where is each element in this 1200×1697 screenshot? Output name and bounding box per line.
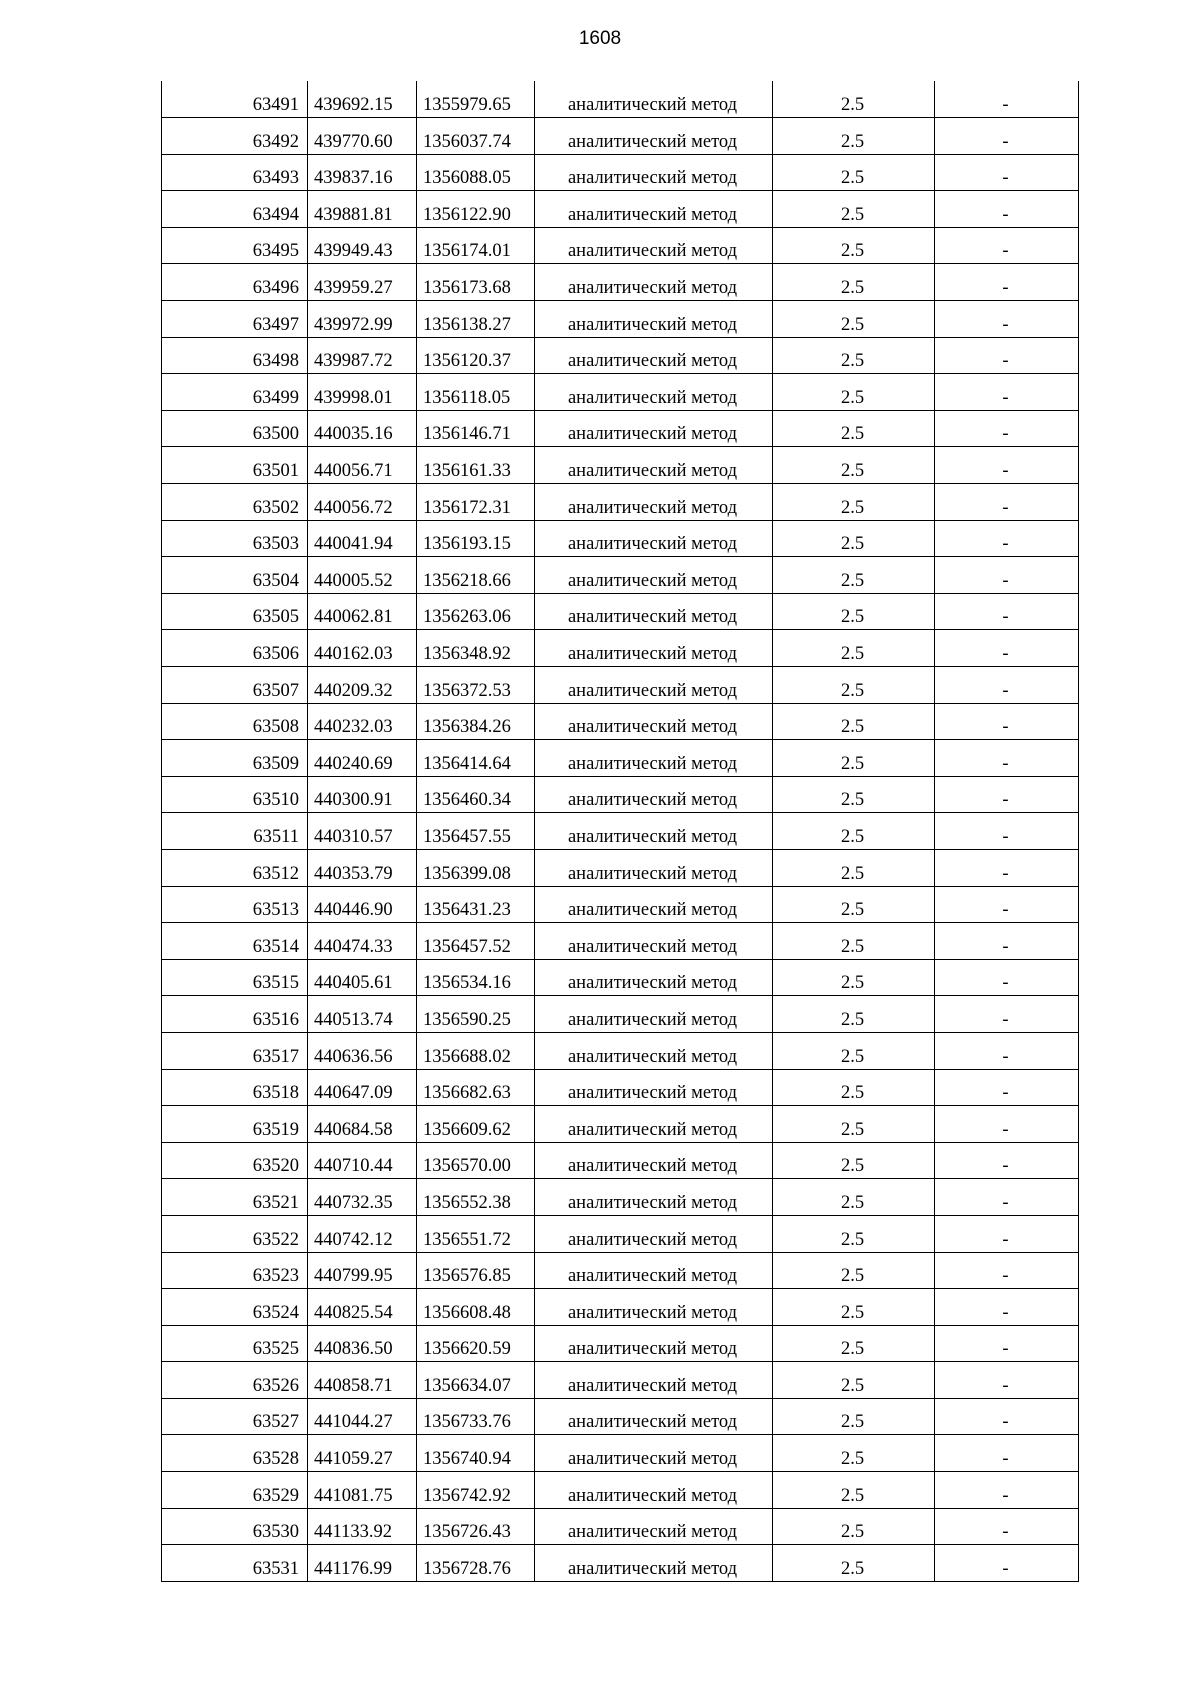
y-coordinate-cell: 1356348.92 — [417, 630, 535, 667]
note-cell: - — [935, 410, 1079, 447]
point-number-cell: 63526 — [162, 1362, 308, 1399]
x-coordinate-cell: 439998.01 — [308, 374, 417, 411]
point-number-cell: 63523 — [162, 1252, 308, 1289]
table-row — [162, 374, 1079, 411]
x-coordinate-cell: 440310.57 — [308, 813, 417, 850]
method-cell: аналитический метод — [535, 1472, 773, 1509]
note-cell: - — [935, 740, 1079, 777]
table-row — [162, 1289, 1079, 1326]
accuracy-cell: 2.5 — [773, 1325, 935, 1362]
note-cell: - — [935, 1435, 1079, 1472]
accuracy-cell: 2.5 — [773, 1142, 935, 1179]
y-coordinate-cell: 1356576.85 — [417, 1252, 535, 1289]
point-number-cell: 63495 — [162, 227, 308, 264]
x-coordinate-cell: 440405.61 — [308, 959, 417, 996]
y-coordinate-cell: 1356457.52 — [417, 923, 535, 960]
method-cell: аналитический метод — [535, 154, 773, 191]
table-row — [162, 1508, 1079, 1545]
x-coordinate-cell: 440858.71 — [308, 1362, 417, 1399]
x-coordinate-cell: 440799.95 — [308, 1252, 417, 1289]
point-number-cell: 63507 — [162, 667, 308, 704]
y-coordinate-cell: 1356733.76 — [417, 1398, 535, 1435]
y-coordinate-cell: 1356682.63 — [417, 1069, 535, 1106]
method-cell: аналитический метод — [535, 301, 773, 338]
note-cell: - — [935, 447, 1079, 484]
point-number-cell: 63511 — [162, 813, 308, 850]
accuracy-cell: 2.5 — [773, 1069, 935, 1106]
note-cell: - — [935, 301, 1079, 338]
x-coordinate-cell: 440062.81 — [308, 593, 417, 630]
coordinates-table — [161, 81, 1079, 1582]
method-cell: аналитический метод — [535, 776, 773, 813]
note-cell: - — [935, 374, 1079, 411]
x-coordinate-cell: 441044.27 — [308, 1398, 417, 1435]
point-number-cell: 63505 — [162, 593, 308, 630]
point-number-cell: 63512 — [162, 849, 308, 886]
note-cell: - — [935, 1289, 1079, 1326]
note-cell: - — [935, 154, 1079, 191]
point-number-cell: 63502 — [162, 484, 308, 521]
x-coordinate-cell: 440742.12 — [308, 1215, 417, 1252]
point-number-cell: 63509 — [162, 740, 308, 777]
accuracy-cell: 2.5 — [773, 1545, 935, 1582]
point-number-cell: 63522 — [162, 1215, 308, 1252]
method-cell: аналитический метод — [535, 227, 773, 264]
x-coordinate-cell: 439972.99 — [308, 301, 417, 338]
table-row — [162, 1545, 1079, 1582]
accuracy-cell: 2.5 — [773, 630, 935, 667]
x-coordinate-cell: 440300.91 — [308, 776, 417, 813]
accuracy-cell: 2.5 — [773, 1435, 935, 1472]
accuracy-cell: 2.5 — [773, 1215, 935, 1252]
table-row — [162, 849, 1079, 886]
y-coordinate-cell: 1355979.65 — [417, 81, 535, 118]
method-cell: аналитический метод — [535, 520, 773, 557]
y-coordinate-cell: 1356609.62 — [417, 1106, 535, 1143]
point-number-cell: 63521 — [162, 1179, 308, 1216]
accuracy-cell: 2.5 — [773, 447, 935, 484]
x-coordinate-cell: 440684.58 — [308, 1106, 417, 1143]
table-row — [162, 1179, 1079, 1216]
table-row — [162, 81, 1079, 118]
y-coordinate-cell: 1356460.34 — [417, 776, 535, 813]
y-coordinate-cell: 1356608.48 — [417, 1289, 535, 1326]
point-number-cell: 63493 — [162, 154, 308, 191]
x-coordinate-cell: 440636.56 — [308, 1032, 417, 1069]
y-coordinate-cell: 1356552.38 — [417, 1179, 535, 1216]
table-row — [162, 1435, 1079, 1472]
note-cell: - — [935, 264, 1079, 301]
y-coordinate-cell: 1356384.26 — [417, 703, 535, 740]
y-coordinate-cell: 1356634.07 — [417, 1362, 535, 1399]
note-cell: - — [935, 849, 1079, 886]
x-coordinate-cell: 441133.92 — [308, 1508, 417, 1545]
table-row — [162, 1106, 1079, 1143]
y-coordinate-cell: 1356534.16 — [417, 959, 535, 996]
y-coordinate-cell: 1356173.68 — [417, 264, 535, 301]
note-cell: - — [935, 813, 1079, 850]
table-row — [162, 740, 1079, 777]
x-coordinate-cell: 440732.35 — [308, 1179, 417, 1216]
table-row — [162, 557, 1079, 594]
method-cell: аналитический метод — [535, 667, 773, 704]
method-cell: аналитический метод — [535, 996, 773, 1033]
table-row — [162, 923, 1079, 960]
point-number-cell: 63527 — [162, 1398, 308, 1435]
point-number-cell: 63494 — [162, 191, 308, 228]
accuracy-cell: 2.5 — [773, 740, 935, 777]
y-coordinate-cell: 1356740.94 — [417, 1435, 535, 1472]
method-cell: аналитический метод — [535, 410, 773, 447]
y-coordinate-cell: 1356590.25 — [417, 996, 535, 1033]
point-number-cell: 63518 — [162, 1069, 308, 1106]
x-coordinate-cell: 439959.27 — [308, 264, 417, 301]
accuracy-cell: 2.5 — [773, 996, 935, 1033]
point-number-cell: 63515 — [162, 959, 308, 996]
accuracy-cell: 2.5 — [773, 923, 935, 960]
table-row — [162, 447, 1079, 484]
note-cell: - — [935, 959, 1079, 996]
y-coordinate-cell: 1356161.33 — [417, 447, 535, 484]
table-row — [162, 1069, 1079, 1106]
table-row — [162, 264, 1079, 301]
y-coordinate-cell: 1356726.43 — [417, 1508, 535, 1545]
accuracy-cell: 2.5 — [773, 337, 935, 374]
point-number-cell: 63496 — [162, 264, 308, 301]
point-number-cell: 63525 — [162, 1325, 308, 1362]
method-cell: аналитический метод — [535, 1032, 773, 1069]
x-coordinate-cell: 440513.74 — [308, 996, 417, 1033]
accuracy-cell: 2.5 — [773, 849, 935, 886]
y-coordinate-cell: 1356174.01 — [417, 227, 535, 264]
note-cell: - — [935, 1106, 1079, 1143]
table-row — [162, 703, 1079, 740]
note-cell: - — [935, 1362, 1079, 1399]
accuracy-cell: 2.5 — [773, 593, 935, 630]
x-coordinate-cell: 440035.16 — [308, 410, 417, 447]
point-number-cell: 63501 — [162, 447, 308, 484]
point-number-cell: 63508 — [162, 703, 308, 740]
table-row — [162, 996, 1079, 1033]
method-cell: аналитический метод — [535, 703, 773, 740]
accuracy-cell: 2.5 — [773, 374, 935, 411]
y-coordinate-cell: 1356620.59 — [417, 1325, 535, 1362]
table-row — [162, 667, 1079, 704]
accuracy-cell: 2.5 — [773, 1508, 935, 1545]
method-cell: аналитический метод — [535, 557, 773, 594]
point-number-cell: 63498 — [162, 337, 308, 374]
point-number-cell: 63530 — [162, 1508, 308, 1545]
y-coordinate-cell: 1356138.27 — [417, 301, 535, 338]
note-cell: - — [935, 484, 1079, 521]
x-coordinate-cell: 440041.94 — [308, 520, 417, 557]
y-coordinate-cell: 1356120.37 — [417, 337, 535, 374]
note-cell: - — [935, 118, 1079, 155]
accuracy-cell: 2.5 — [773, 1106, 935, 1143]
point-number-cell: 63529 — [162, 1472, 308, 1509]
x-coordinate-cell: 440446.90 — [308, 886, 417, 923]
point-number-cell: 63516 — [162, 996, 308, 1033]
note-cell: - — [935, 81, 1079, 118]
table-row — [162, 886, 1079, 923]
y-coordinate-cell: 1356118.05 — [417, 374, 535, 411]
method-cell: аналитический метод — [535, 959, 773, 996]
x-coordinate-cell: 440232.03 — [308, 703, 417, 740]
accuracy-cell: 2.5 — [773, 1289, 935, 1326]
coordinates-table-body — [162, 81, 1079, 1581]
x-coordinate-cell: 440353.79 — [308, 849, 417, 886]
note-cell: - — [935, 337, 1079, 374]
table-row — [162, 301, 1079, 338]
y-coordinate-cell: 1356088.05 — [417, 154, 535, 191]
method-cell: аналитический метод — [535, 1362, 773, 1399]
x-coordinate-cell: 440209.32 — [308, 667, 417, 704]
accuracy-cell: 2.5 — [773, 557, 935, 594]
x-coordinate-cell: 441176.99 — [308, 1545, 417, 1582]
point-number-cell: 63528 — [162, 1435, 308, 1472]
x-coordinate-cell: 439837.16 — [308, 154, 417, 191]
method-cell: аналитический метод — [535, 1325, 773, 1362]
accuracy-cell: 2.5 — [773, 301, 935, 338]
note-cell: - — [935, 1545, 1079, 1582]
method-cell: аналитический метод — [535, 740, 773, 777]
method-cell: аналитический метод — [535, 886, 773, 923]
method-cell: аналитический метод — [535, 593, 773, 630]
accuracy-cell: 2.5 — [773, 886, 935, 923]
accuracy-cell: 2.5 — [773, 1472, 935, 1509]
y-coordinate-cell: 1356431.23 — [417, 886, 535, 923]
x-coordinate-cell: 439881.81 — [308, 191, 417, 228]
x-coordinate-cell: 440162.03 — [308, 630, 417, 667]
table-row — [162, 1032, 1079, 1069]
method-cell: аналитический метод — [535, 484, 773, 521]
table-row — [162, 410, 1079, 447]
y-coordinate-cell: 1356372.53 — [417, 667, 535, 704]
y-coordinate-cell: 1356146.71 — [417, 410, 535, 447]
method-cell: аналитический метод — [535, 1398, 773, 1435]
method-cell: аналитический метод — [535, 81, 773, 118]
y-coordinate-cell: 1356457.55 — [417, 813, 535, 850]
table-row — [162, 520, 1079, 557]
table-row — [162, 337, 1079, 374]
accuracy-cell: 2.5 — [773, 667, 935, 704]
x-coordinate-cell: 440836.50 — [308, 1325, 417, 1362]
method-cell: аналитический метод — [535, 1545, 773, 1582]
note-cell: - — [935, 520, 1079, 557]
y-coordinate-cell: 1356193.15 — [417, 520, 535, 557]
x-coordinate-cell: 440240.69 — [308, 740, 417, 777]
method-cell: аналитический метод — [535, 191, 773, 228]
y-coordinate-cell: 1356218.66 — [417, 557, 535, 594]
accuracy-cell: 2.5 — [773, 81, 935, 118]
point-number-cell: 63513 — [162, 886, 308, 923]
method-cell: аналитический метод — [535, 1069, 773, 1106]
accuracy-cell: 2.5 — [773, 1032, 935, 1069]
accuracy-cell: 2.5 — [773, 1179, 935, 1216]
x-coordinate-cell: 440056.72 — [308, 484, 417, 521]
note-cell: - — [935, 1142, 1079, 1179]
method-cell: аналитический метод — [535, 337, 773, 374]
point-number-cell: 63524 — [162, 1289, 308, 1326]
table-row — [162, 118, 1079, 155]
note-cell: - — [935, 1325, 1079, 1362]
y-coordinate-cell: 1356570.00 — [417, 1142, 535, 1179]
accuracy-cell: 2.5 — [773, 703, 935, 740]
table-row — [162, 1142, 1079, 1179]
y-coordinate-cell: 1356728.76 — [417, 1545, 535, 1582]
x-coordinate-cell: 440647.09 — [308, 1069, 417, 1106]
method-cell: аналитический метод — [535, 1106, 773, 1143]
point-number-cell: 63514 — [162, 923, 308, 960]
accuracy-cell: 2.5 — [773, 410, 935, 447]
accuracy-cell: 2.5 — [773, 227, 935, 264]
accuracy-cell: 2.5 — [773, 1398, 935, 1435]
method-cell: аналитический метод — [535, 1508, 773, 1545]
table-row — [162, 191, 1079, 228]
method-cell: аналитический метод — [535, 374, 773, 411]
x-coordinate-cell: 440005.52 — [308, 557, 417, 594]
method-cell: аналитический метод — [535, 849, 773, 886]
note-cell: - — [935, 667, 1079, 704]
page-number: 1608 — [578, 28, 622, 49]
y-coordinate-cell: 1356263.06 — [417, 593, 535, 630]
method-cell: аналитический метод — [535, 1179, 773, 1216]
x-coordinate-cell: 440474.33 — [308, 923, 417, 960]
x-coordinate-cell: 440825.54 — [308, 1289, 417, 1326]
accuracy-cell: 2.5 — [773, 776, 935, 813]
method-cell: аналитический метод — [535, 813, 773, 850]
point-number-cell: 63497 — [162, 301, 308, 338]
y-coordinate-cell: 1356742.92 — [417, 1472, 535, 1509]
table-row — [162, 1325, 1079, 1362]
method-cell: аналитический метод — [535, 1289, 773, 1326]
note-cell: - — [935, 1252, 1079, 1289]
point-number-cell: 63491 — [162, 81, 308, 118]
note-cell: - — [935, 703, 1079, 740]
table-row — [162, 1362, 1079, 1399]
table-row — [162, 154, 1079, 191]
note-cell: - — [935, 630, 1079, 667]
point-number-cell: 63531 — [162, 1545, 308, 1582]
point-number-cell: 63503 — [162, 520, 308, 557]
y-coordinate-cell: 1356414.64 — [417, 740, 535, 777]
method-cell: аналитический метод — [535, 118, 773, 155]
note-cell: - — [935, 776, 1079, 813]
method-cell: аналитический метод — [535, 1142, 773, 1179]
method-cell: аналитический метод — [535, 1252, 773, 1289]
y-coordinate-cell: 1356551.72 — [417, 1215, 535, 1252]
note-cell: - — [935, 1032, 1079, 1069]
accuracy-cell: 2.5 — [773, 154, 935, 191]
x-coordinate-cell: 440710.44 — [308, 1142, 417, 1179]
accuracy-cell: 2.5 — [773, 813, 935, 850]
method-cell: аналитический метод — [535, 447, 773, 484]
accuracy-cell: 2.5 — [773, 484, 935, 521]
method-cell: аналитический метод — [535, 630, 773, 667]
x-coordinate-cell: 440056.71 — [308, 447, 417, 484]
method-cell: аналитический метод — [535, 264, 773, 301]
table-row — [162, 593, 1079, 630]
x-coordinate-cell: 439949.43 — [308, 227, 417, 264]
point-number-cell: 63520 — [162, 1142, 308, 1179]
method-cell: аналитический метод — [535, 1215, 773, 1252]
table-row — [162, 813, 1079, 850]
point-number-cell: 63492 — [162, 118, 308, 155]
note-cell: - — [935, 191, 1079, 228]
point-number-cell: 63517 — [162, 1032, 308, 1069]
y-coordinate-cell: 1356688.02 — [417, 1032, 535, 1069]
note-cell: - — [935, 1472, 1079, 1509]
method-cell: аналитический метод — [535, 923, 773, 960]
accuracy-cell: 2.5 — [773, 191, 935, 228]
y-coordinate-cell: 1356037.74 — [417, 118, 535, 155]
x-coordinate-cell: 441059.27 — [308, 1435, 417, 1472]
table-row — [162, 1472, 1079, 1509]
table-row — [162, 959, 1079, 996]
table-row — [162, 227, 1079, 264]
note-cell: - — [935, 886, 1079, 923]
point-number-cell: 63519 — [162, 1106, 308, 1143]
accuracy-cell: 2.5 — [773, 118, 935, 155]
y-coordinate-cell: 1356399.08 — [417, 849, 535, 886]
note-cell: - — [935, 1398, 1079, 1435]
table-row — [162, 1252, 1079, 1289]
note-cell: - — [935, 923, 1079, 960]
x-coordinate-cell: 439692.15 — [308, 81, 417, 118]
y-coordinate-cell: 1356172.31 — [417, 484, 535, 521]
note-cell: - — [935, 1179, 1079, 1216]
note-cell: - — [935, 1215, 1079, 1252]
accuracy-cell: 2.5 — [773, 520, 935, 557]
point-number-cell: 63500 — [162, 410, 308, 447]
y-coordinate-cell: 1356122.90 — [417, 191, 535, 228]
table-row — [162, 1398, 1079, 1435]
point-number-cell: 63506 — [162, 630, 308, 667]
accuracy-cell: 2.5 — [773, 1252, 935, 1289]
accuracy-cell: 2.5 — [773, 264, 935, 301]
note-cell: - — [935, 593, 1079, 630]
x-coordinate-cell: 441081.75 — [308, 1472, 417, 1509]
x-coordinate-cell: 439770.60 — [308, 118, 417, 155]
point-number-cell: 63499 — [162, 374, 308, 411]
point-number-cell: 63504 — [162, 557, 308, 594]
note-cell: - — [935, 227, 1079, 264]
accuracy-cell: 2.5 — [773, 959, 935, 996]
table-row — [162, 630, 1079, 667]
x-coordinate-cell: 439987.72 — [308, 337, 417, 374]
accuracy-cell: 2.5 — [773, 1362, 935, 1399]
point-number-cell: 63510 — [162, 776, 308, 813]
note-cell: - — [935, 1508, 1079, 1545]
note-cell: - — [935, 1069, 1079, 1106]
method-cell: аналитический метод — [535, 1435, 773, 1472]
table-row — [162, 1215, 1079, 1252]
table-row — [162, 484, 1079, 521]
note-cell: - — [935, 557, 1079, 594]
note-cell: - — [935, 996, 1079, 1033]
table-row — [162, 776, 1079, 813]
